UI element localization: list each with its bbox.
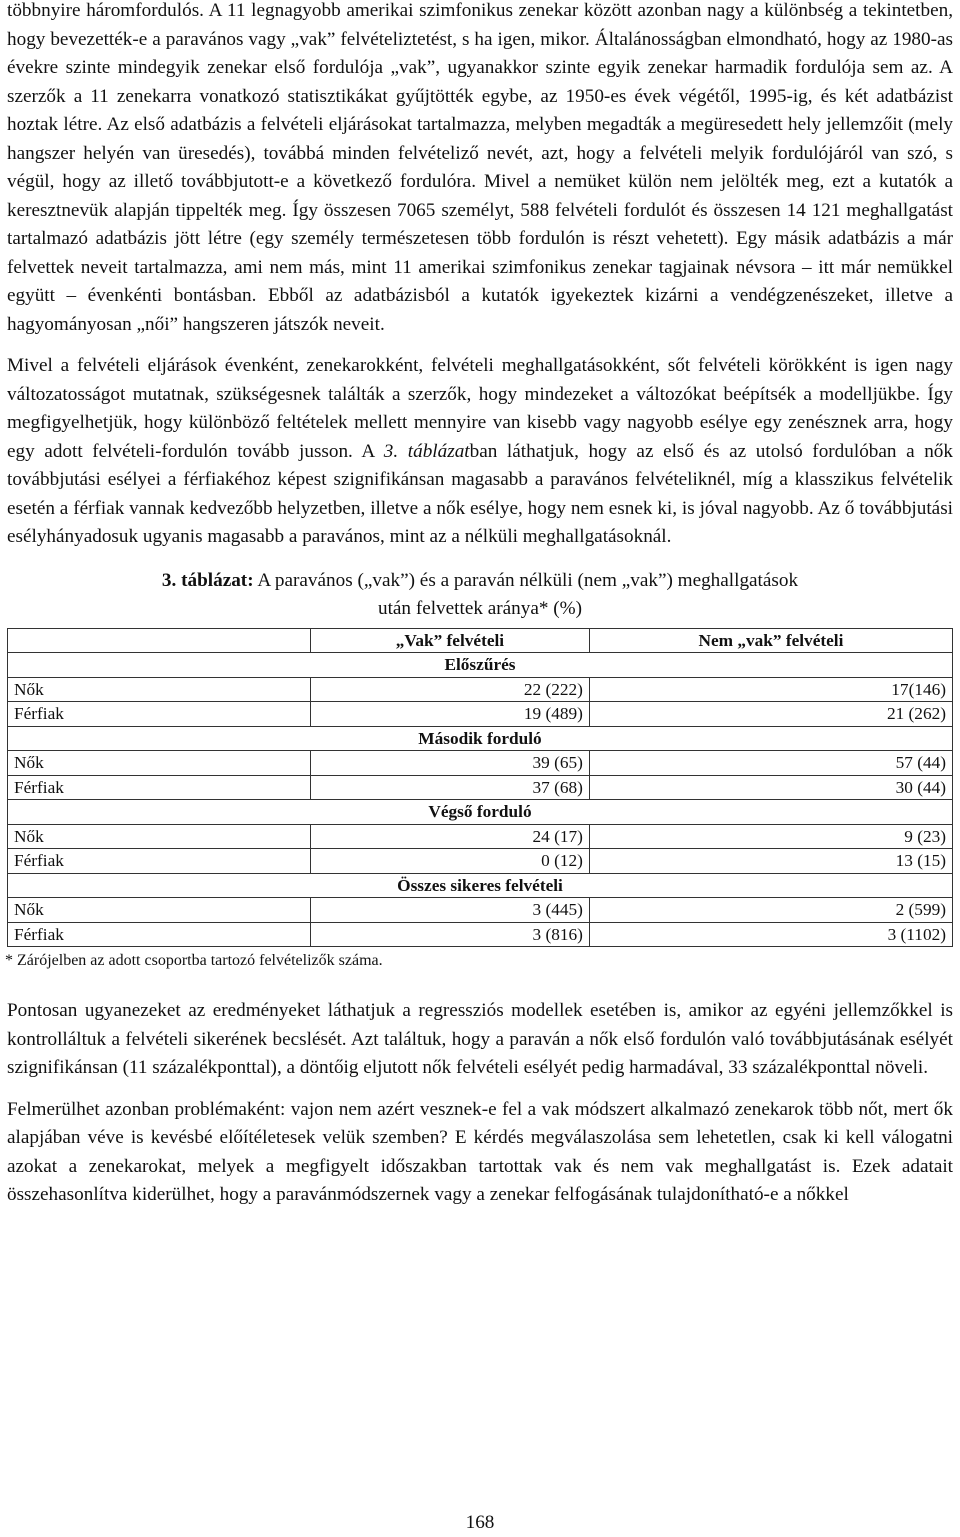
section-row xyxy=(8,653,953,678)
section-row xyxy=(8,726,953,751)
paragraph-2 xyxy=(7,352,953,552)
paragraph-2-text-end: ban láthatjuk, hogy az első és az utolsó fordulóban a nők továbbjutási esélyei a férfiakéhoz képest szignifikánsan magasabb a paravános felvételiknél, míg a klasszikus felvételik esetén a férfiak vannak kedvezőbb helyzetben, illetve a nők esélye, hogy nem esnek ki, is jóval nagyobb. Az ő továbbjutási esélyhányadosuk ugyanis magasabb a paravános, mint az a nélküli meghallgatásoknál. xyxy=(7,440,953,547)
section-title: Második forduló xyxy=(8,726,953,751)
blind-value: 39 (65) xyxy=(311,751,590,776)
not-blind-value: 2 (599) xyxy=(589,898,952,923)
results-table xyxy=(7,628,953,948)
row-label: Nők xyxy=(8,677,311,702)
table-row xyxy=(8,677,953,702)
blind-value: 3 (445) xyxy=(311,898,590,923)
table-header-row xyxy=(8,628,953,653)
table-row xyxy=(8,898,953,923)
not-blind-value: 9 (23) xyxy=(589,824,952,849)
document-page xyxy=(7,0,953,1210)
table-caption-label: 3. táblázat: xyxy=(161,569,254,591)
paragraph-1: többnyire háromfordulós. A 11 legnagyobb amerikai szimfonikus zenekar között azonban nagy a különbség a tekintetben, hogy bevezették-e a paravános vagy „vak” felvételiztetést, s ha igen, mikor. Általánosságban elmondható, hogy az 1980-as évekre szinte mindegyik zenekar első fordulója „vak”, ugyanakkor szinte egyik zenekar harmadik fordulója sem az. A szerzők a 11 zenekarra vonatkozó statisztikákat gyűjtötték egybe, az 1950-es évek végétől, 1995-ig, és két adatbázist hoztak létre. Az első adatbázis a felvételi eljárásokat tartalmazza, melyben megadták a megüresedett hely jellemzőit (mely hangszer helyén van üresedés), továbbá minden felvételiző nevét, azt, hogy a felvételi melyik fordulójáról van szó, s végül, hogy az illető továbbjutott-e a következő fordulóra. Mivel a nemüket külön nem jelölték meg, ezt a kutatók a keresztnevük alapján tippelték meg. Így összesen 7065 személyt, 588 felvételi fordulót és összesen 14 121 meghallgatást tartalmazó adatbázis jött létre (egy személy természetesen több fordulón is részt vehetett). Egy másik adatbázis a már felvettek neveit tartalmazza, ami nem más, mint 11 amerikai szimfonikus zenekar tagjainak névsora – itt már nemükkel együtt – évenkénti bontásban. Ebből az adatbázisból a kutatók igyekeztek kizárni a vendégzenészeket, illetve a hagyományosan „női” hangszeren játszók neveit. xyxy=(7,0,953,335)
table-row xyxy=(8,702,953,727)
blind-value: 37 (68) xyxy=(311,775,590,800)
blind-value: 24 (17) xyxy=(311,824,590,849)
not-blind-value: 21 (262) xyxy=(589,702,952,727)
not-blind-value: 57 (44) xyxy=(589,751,952,776)
table-row xyxy=(8,751,953,776)
not-blind-value: 17(146) xyxy=(589,677,952,702)
paragraph-2-text-start: Mivel a felvételi eljárások évenként, zenekarokként, felvételi meghallgatásokként, sőt felvételi körökként is igen nagy változatosságot mutatnak, szükségesnek találták a szerzők, hogy mindezeket a változókat beépítsék a modelljükbe. Így megfigyelhetjük, hogy különböző feltételek mellett mennyire van kisebb vagy nagyobb esélye egy zenésznek arra, hogy egy adott felvételi-fordulón tovább jusson. A xyxy=(7,355,953,462)
section-row xyxy=(8,873,953,898)
table-row xyxy=(8,824,953,849)
not-blind-value: 13 (15) xyxy=(589,849,952,874)
row-label: Nők xyxy=(8,898,311,923)
not-blind-value: 30 (44) xyxy=(589,775,952,800)
blind-value: 19 (489) xyxy=(311,702,590,727)
row-label: Férfiak xyxy=(8,849,311,874)
table-footnote: * Zárójelben az adott csoportba tartozó felvételizők száma. xyxy=(5,952,383,969)
table-reference: 3. táblázat xyxy=(383,440,470,462)
section-title: Végső forduló xyxy=(8,800,953,825)
header-not-blind: Nem „vak” felvételi xyxy=(589,628,952,653)
row-label: Nők xyxy=(8,751,311,776)
section-row xyxy=(8,800,953,825)
table-row xyxy=(8,922,953,947)
not-blind-value: 3 (1102) xyxy=(589,922,952,947)
table-caption-title: A paravános („vak”) és a paraván nélküli (nem „vak”) meghallgatások xyxy=(253,569,799,591)
table-row xyxy=(8,775,953,800)
blind-value: 0 (12) xyxy=(311,849,590,874)
paragraph-4: Felmerülhet azonban problémaként: vajon nem azért vesznek-e fel a vak módszert alkalmazó zenekarok több nőt, mert ők alapjában véve is kevésbé előítéletesek velük szemben? E kérdés megválaszolása sem lehetetlen, csak ki kell válogatni azokat a zenekarokat, melyek a megfigyelt időszakban tartottak vak és nem vak meghallgatást is. Ezek adatait összehasonlítva kiderülhet, hogy a paravánmódszernek vagy a zenekar felfogásának tulajdonítható-e a nőkkel xyxy=(7,1098,953,1205)
page-number: 168 xyxy=(465,1512,495,1533)
row-label: Férfiak xyxy=(8,702,311,727)
section-title: Összes sikeres felvételi xyxy=(8,873,953,898)
header-blind: „Vak” felvételi xyxy=(311,628,590,653)
row-label: Férfiak xyxy=(8,922,311,947)
blind-value: 3 (816) xyxy=(311,922,590,947)
paragraph-3: Pontosan ugyanezeket az eredményeket láthatjuk a regressziós modellek esetében is, amikor az egyéni jellemzőkkel is kontrolláltuk a felvételi sikerének becslését. Azt találtuk, hogy a paraván a nők első fordulón való továbbjutásának esélyét szignifikánsan (11 százalékponttal), a döntőig eljutott nők felvételi esélyét pedig harmadával, 33 százalékponttal növeli. xyxy=(7,1000,953,1078)
row-label: Férfiak xyxy=(8,775,311,800)
section-title: Előszűrés xyxy=(8,653,953,678)
blind-value: 22 (222) xyxy=(311,677,590,702)
row-label: Nők xyxy=(8,824,311,849)
table-row xyxy=(8,849,953,874)
header-empty-cell xyxy=(8,628,311,653)
table-caption xyxy=(7,567,953,623)
table-caption-subtitle: után felvettek aránya* (%) xyxy=(377,597,583,619)
